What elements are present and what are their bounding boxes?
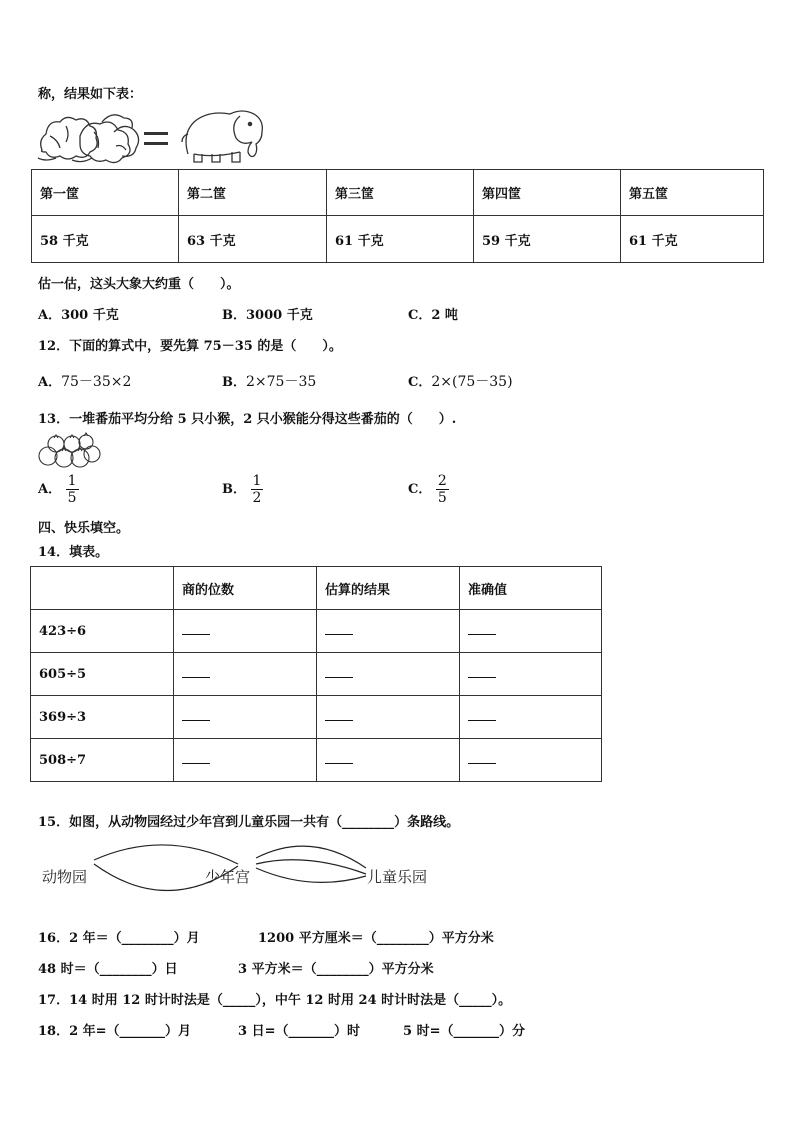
- answer-blank[interactable]: [174, 610, 317, 653]
- q11-option-a[interactable]: A．300 千克: [38, 308, 119, 323]
- q13-option-c[interactable]: C． $\frac{2}{5}$: [408, 473, 447, 506]
- table-header-row: [32, 170, 764, 216]
- answer-blank[interactable]: [317, 653, 460, 696]
- answer-blank[interactable]: [174, 653, 317, 696]
- header-cell: 第五筐: [621, 170, 764, 216]
- header-cell: 第一筐: [32, 170, 179, 216]
- q16-item-a: 16．2 年＝（________）月: [38, 931, 200, 946]
- q12-option-a[interactable]: A．75－35×2: [38, 374, 132, 390]
- weight-cell: 63 千克: [179, 216, 327, 263]
- q17-prompt: 17．14 时用 12 时计时法是（_____），中午 12 时用 24 时计时法是（_____）。: [38, 993, 512, 1008]
- q13-prompt: 13．一堆番茄平均分给 5 只小猴，2 只小猴能分得这些番茄的（ ）.: [38, 412, 457, 427]
- answer-blank[interactable]: [317, 739, 460, 782]
- equals-sign-icon: [144, 132, 168, 145]
- place-zoo: 动物园: [42, 868, 88, 886]
- q18-item-c: 5 时=（_______）分: [403, 1024, 525, 1039]
- section-heading: 四、快乐填空。: [38, 521, 130, 536]
- rocks-equals-elephant-illustration: [36, 106, 268, 168]
- q11-prompt: 估一估，这头大象大约重（ ）。: [38, 277, 240, 292]
- q18-item-b: 3 日=（_______）时: [238, 1024, 360, 1039]
- header-cell: 第二筐: [179, 170, 327, 216]
- table-header-row: [31, 567, 602, 610]
- q16-item-b: 1200 平方厘米＝（________）平方分米: [258, 931, 494, 946]
- division-expression: 369÷3: [31, 696, 174, 739]
- answer-blank[interactable]: [460, 610, 602, 653]
- header-cell: 第四筐: [474, 170, 621, 216]
- division-expression: 423÷6: [31, 610, 174, 653]
- answer-blank[interactable]: [460, 653, 602, 696]
- answer-blank[interactable]: [317, 610, 460, 653]
- basket-weight-table: [31, 169, 764, 263]
- intro-text: 称，结果如下表：: [38, 87, 143, 102]
- q12-prompt: 12．下面的算式中，要先算 75－35 的是（ ）。: [38, 339, 342, 354]
- q18-item-a: 18．2 年=（_______）月: [38, 1024, 192, 1039]
- q11-option-c[interactable]: C．2 吨: [408, 308, 458, 323]
- fraction: $\frac{2}{5}$: [437, 473, 447, 506]
- rocks-icon: [38, 115, 139, 163]
- weight-cell: 61 千克: [621, 216, 764, 263]
- fraction: $\frac{1}{5}$: [67, 473, 77, 506]
- tomatoes-icon: [36, 430, 102, 470]
- header-cell: 准确值: [460, 567, 602, 610]
- place-childrens-park: 儿童乐园: [367, 868, 428, 886]
- answer-blank[interactable]: [174, 739, 317, 782]
- answer-blank[interactable]: [460, 739, 602, 782]
- division-expression: 605÷5: [31, 653, 174, 696]
- answer-blank[interactable]: [174, 696, 317, 739]
- q11-option-b[interactable]: B．3000 千克: [222, 308, 313, 323]
- table-row: [31, 610, 602, 653]
- elephant-icon: [182, 111, 262, 162]
- q15-prompt: 15．如图，从动物园经过少年宫到儿童乐园一共有（________）条路线。: [38, 815, 460, 830]
- table-row: [32, 216, 764, 263]
- q12-option-c[interactable]: C．2×(75－35): [408, 374, 513, 390]
- division-expression: 508÷7: [31, 739, 174, 782]
- q16-item-c: 48 时＝（________）日: [38, 962, 178, 977]
- header-cell: 第三筐: [327, 170, 474, 216]
- table-row: [31, 696, 602, 739]
- weight-cell: 58 千克: [32, 216, 179, 263]
- table-row: [31, 739, 602, 782]
- q13-option-b[interactable]: B． $\frac{1}{2}$: [222, 473, 262, 506]
- q12-option-b[interactable]: B．2×75－35: [222, 374, 317, 390]
- q14-prompt: 14．填表。: [38, 545, 109, 560]
- q13-option-a[interactable]: A． $\frac{1}{5}$: [38, 473, 77, 506]
- header-cell: 估算的结果: [317, 567, 460, 610]
- fraction: $\frac{1}{2}$: [252, 473, 262, 506]
- answer-blank[interactable]: [317, 696, 460, 739]
- weight-cell: 61 千克: [327, 216, 474, 263]
- header-cell: 商的位数: [174, 567, 317, 610]
- q16-item-d: 3 平方米＝（________）平方分米: [238, 962, 434, 977]
- place-youth-palace: 少年宫: [205, 868, 251, 886]
- table-row: [31, 653, 602, 696]
- answer-blank[interactable]: [460, 696, 602, 739]
- header-cell: [31, 567, 174, 610]
- division-estimate-table: [30, 566, 602, 782]
- weight-cell: 59 千克: [474, 216, 621, 263]
